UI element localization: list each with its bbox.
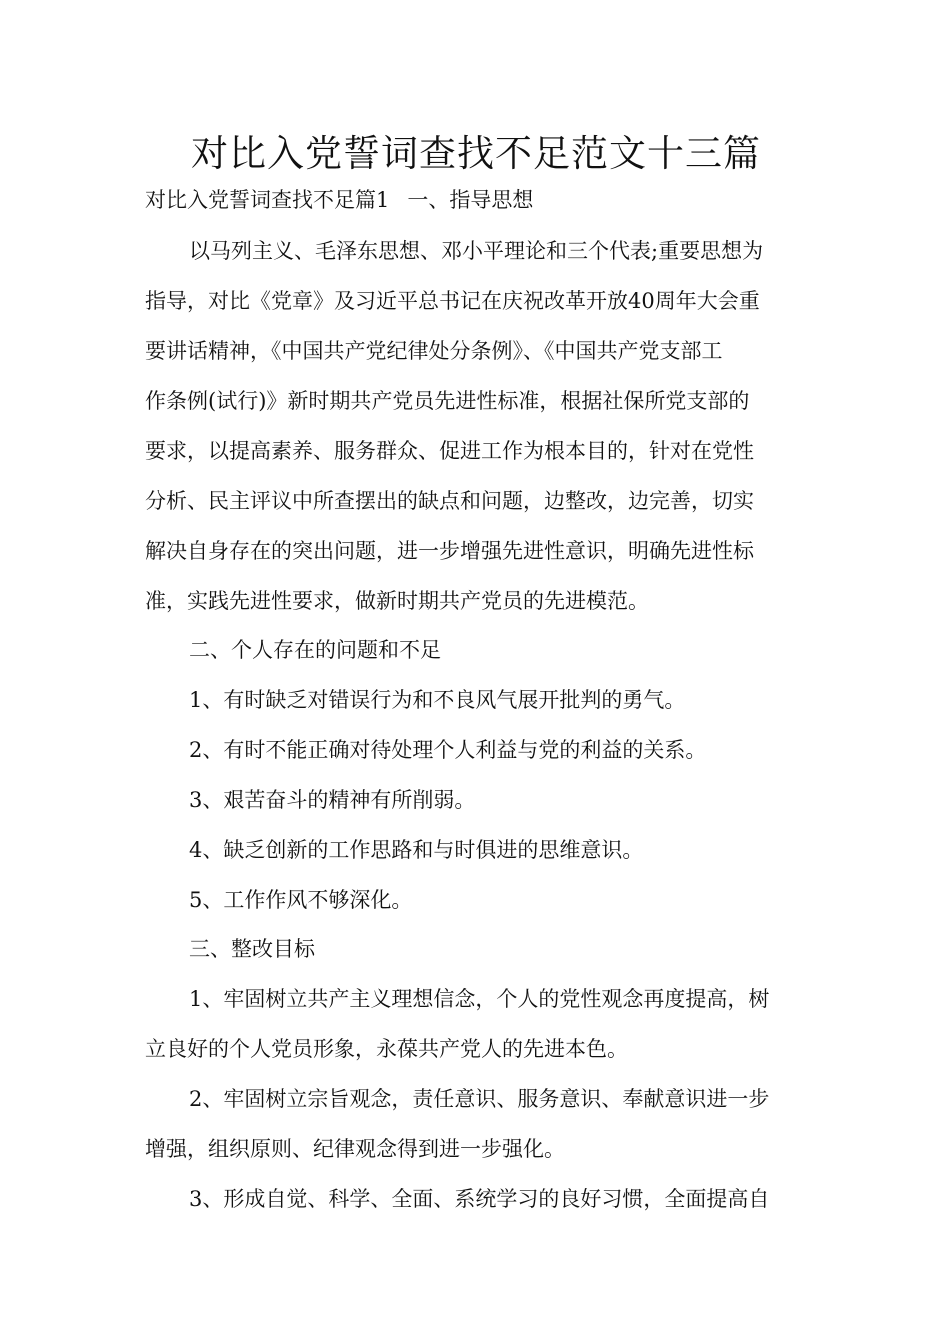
paragraph-1-line: 作条例(试行)》新时期共产党员先进性标准，根据社保所党支部的 (145, 389, 750, 413)
goal-1-line: 1、牢固树立共产主义理想信念，个人的党性观念再度提高，树 (189, 987, 770, 1011)
paragraph-1-line: 要求，以提高素养、服务群众、促进工作为根本目的，针对在党性 (145, 439, 754, 463)
problem-item: 4、缺乏创新的工作思路和与时俱进的思维意识。 (189, 838, 644, 862)
paragraph-1-line: 准，实践先进性要求，做新时期共产党员的先进模范。 (145, 589, 649, 613)
section-heading-2: 二、个人存在的问题和不足 (189, 638, 441, 662)
problem-item: 1、有时缺乏对错误行为和不良风气展开批判的勇气。 (189, 688, 686, 712)
paragraph-1-line: 以马列主义、毛泽东思想、邓小平理论和三个代表;重要思想为 (189, 239, 764, 263)
section-heading-1: 一、指导思想 (407, 188, 534, 212)
paragraph-1-line: 要讲话精神，《中国共产党纪律处分条例》、《中国共产党支部工 (145, 339, 723, 363)
paragraph-1-line: 解决自身存在的突出问题，进一步增强先进性意识，明确先进性标 (145, 539, 754, 563)
subtitle-line (145, 185, 807, 215)
goal-2-line: 增强，组织原则、纪律观念得到进一步强化。 (145, 1137, 565, 1161)
document-subtitle: 对比入党誓词查找不足篇1 (145, 188, 390, 212)
problem-item: 3、艰苦奋斗的精神有所削弱。 (189, 788, 476, 812)
document-title: 对比入党誓词查找不足范文十三篇 (191, 132, 761, 175)
paragraph-1-line: 分析、民主评议中所查摆出的缺点和问题，边整改，边完善，切实 (145, 489, 754, 513)
goal-1-line: 立良好的个人党员形象，永葆共产党人的先进本色。 (145, 1037, 628, 1061)
section-heading-3: 三、整改目标 (189, 937, 315, 961)
problem-item: 2、有时不能正确对待处理个人利益与党的利益的关系。 (189, 738, 707, 762)
goal-2-line: 2、牢固树立宗旨观念，责任意识、服务意识、奉献意识进一步 (189, 1087, 770, 1111)
goal-3-line: 3、形成自觉、科学、全面、系统学习的良好习惯，全面提高自 (189, 1187, 770, 1211)
paragraph-1-line: 指导，对比《党章》及习近平总书记在庆祝改革开放40周年大会重 (145, 289, 760, 313)
problem-item: 5、工作作风不够深化。 (189, 888, 413, 912)
